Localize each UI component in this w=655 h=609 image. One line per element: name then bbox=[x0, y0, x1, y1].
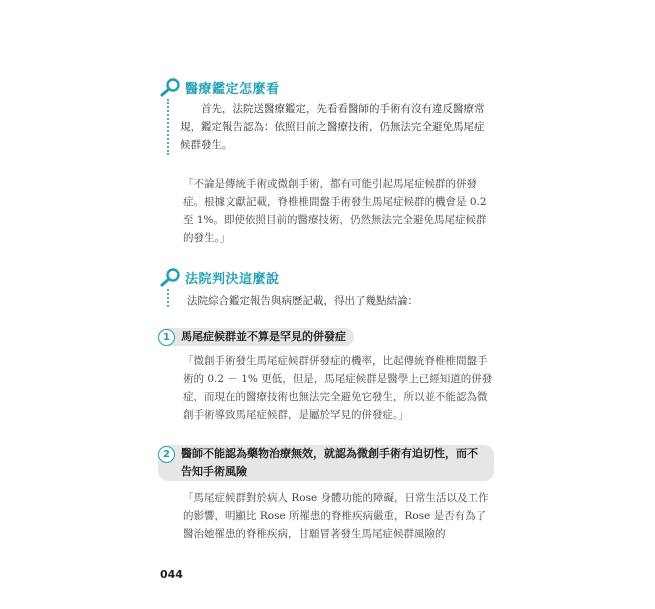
section-heading-court-ruling bbox=[160, 267, 280, 287]
section-heading-text: 法院判決這麼說 bbox=[185, 271, 280, 287]
number-badge: 1 bbox=[158, 329, 175, 346]
number-badge: 2 bbox=[158, 446, 175, 463]
body-paragraph: 法院綜合鑑定報告與病歷記載，得出了幾點結論： bbox=[187, 295, 418, 307]
body-paragraph: 首先，法院送醫療鑑定，先看看醫師的手術有沒有違反醫療常規，鑑定報告認為：依照目前之醫療技術，仍無法完全避免馬尾症候群發生。 bbox=[180, 103, 485, 151]
dotted-divider bbox=[167, 289, 169, 307]
page-number: 044 bbox=[160, 568, 183, 581]
quote-paragraph: 「不論是傳統手術或微創手術，都有可能引起馬尾症候群的併發症。根據文獻記載，脊椎椎間盤手術發生馬尾症候群的機會是 0.2 至 1%。即使依照目前的醫療技術，仍然無法完全避免馬尾症候群的發生。」 bbox=[183, 178, 487, 244]
point-title: 醫師不能認為藥物治療無效，就認為微創手術有迫切性，而不告知手術風險 bbox=[181, 447, 478, 478]
magnifier-icon bbox=[160, 77, 182, 97]
quote-paragraph: 「微創手術發生馬尾症候群併發症的機率，比起傳統脊椎椎間盤手術的 0.2 － 1% 更低，但是，馬尾症候群是醫學上已經知道的併發症，而現在的醫療技術也無法完全避免它發生，所以並不能認為微創手術導致馬尾症候群，是屬於罕見的併發症。」 bbox=[183, 355, 493, 421]
section-heading-medical-appraisal bbox=[160, 77, 280, 97]
point-heading-1 bbox=[158, 328, 354, 346]
point-heading-2 bbox=[158, 445, 494, 481]
quote-paragraph: 「馬尾症候群對於病人 Rose 身體功能的障礙，日常生活以及工作的影響，明顯比 Rose 所罹患的脊椎疾病嚴重，Rose 是否有為了醫治她罹患的脊椎疾病，甘願冒著發生馬尾症候群風險的 bbox=[183, 492, 489, 540]
point-title: 馬尾症候群並不算是罕見的併發症 bbox=[181, 330, 346, 343]
magnifier-icon bbox=[160, 267, 182, 287]
dotted-divider bbox=[167, 99, 169, 155]
section-heading-text: 醫療鑑定怎麼看 bbox=[185, 81, 280, 97]
